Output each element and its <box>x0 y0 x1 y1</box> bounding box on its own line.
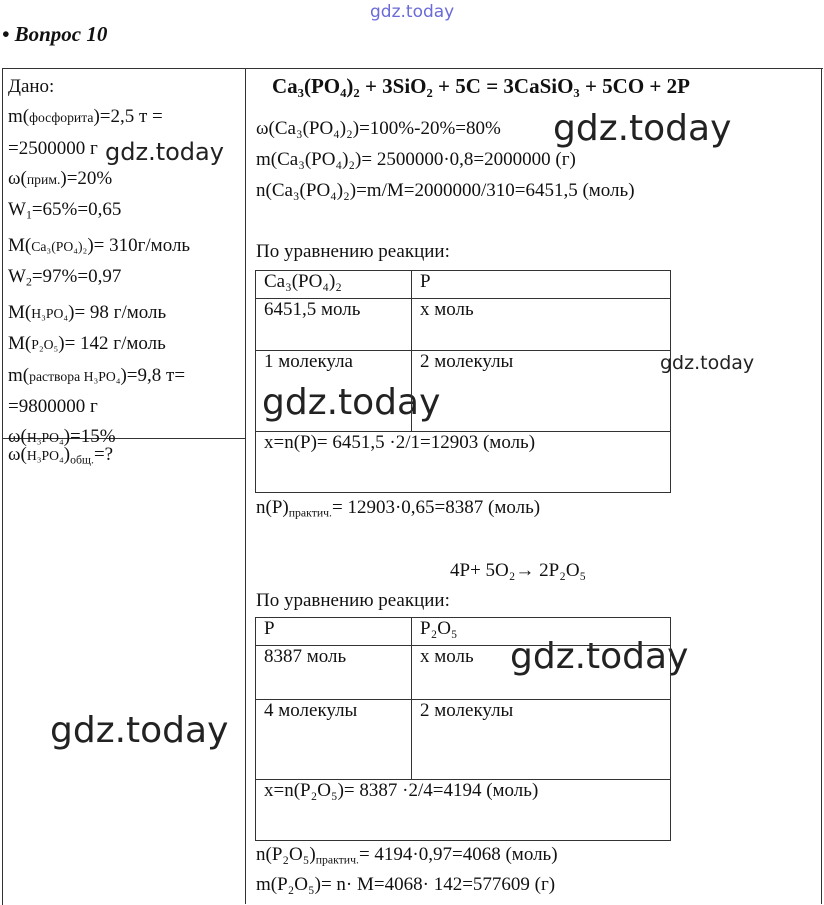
table-result: x=n(P)= 6451,5 ·2/1=12903 (моль) <box>256 432 671 493</box>
given-line: m(раствора H₃PO₄)=9,8 т= <box>8 364 186 386</box>
practical-p-line: $n(P)_{практич.}= 12903\cdot 0,65=8387$ (моль) <box>256 497 541 520</box>
given-line: M(P₂O₅)= 142 г/моль <box>8 333 166 355</box>
reaction-equation-1: Ca₃(PO₄)₂ + 3SiO₂ + 5C = 3CaSiO₃ + 5CO + 2P <box>272 74 690 98</box>
table-cell: P <box>256 618 412 646</box>
given-line: $W_2=97\%=0,97$ <box>8 266 122 289</box>
watermark: gdz.today <box>50 710 229 751</box>
calc-line-moles: n(Ca₃(PO₄)₂)=m/M=2000000/310=6451,5 (моль) <box>256 180 635 201</box>
ratio-table-2 <box>255 617 671 841</box>
given-block <box>8 72 242 454</box>
table-cell: 2 молекулы <box>412 700 671 780</box>
given-line: M(Ca₃(PO₄)₂)= 310г/моль <box>8 235 191 257</box>
table-cell: P₂O₅ <box>412 618 671 646</box>
watermark: gdz.today <box>262 382 441 423</box>
calc-line-omega: ω(Ca₃(PO₄)₂)=100%-20%=80% <box>256 118 501 139</box>
reaction-equation-2: 4P+ 5O₂→ 2P₂O₅ <box>450 560 587 581</box>
mass-p2o5-line: m(P₂O₅)= n· M=4068· 142=577609 (г) <box>256 874 556 895</box>
table-cell: 8387 моль <box>256 646 412 700</box>
given-line: $W_1=65\%=0,65$ <box>8 199 122 222</box>
given-line: =2500000 г <box>8 137 98 159</box>
table-cell: x моль <box>412 299 671 351</box>
question-title: • Вопрос 10 <box>2 22 108 46</box>
table-result: x=n(P₂O₅)= 8387 ·2/4=4194 (моль) <box>256 780 671 841</box>
given-line: ω(прим.)=20% <box>8 167 113 189</box>
table-cell: 1 молекула <box>256 351 412 432</box>
watermark: gdz.today <box>105 138 224 166</box>
given-line: ω(H₃PO₄)=15% <box>8 426 116 448</box>
watermark: gdz.today <box>510 636 689 677</box>
given-line: m(фосфорита)=2,5 т = <box>8 106 163 128</box>
given-header: Дано: <box>8 76 55 97</box>
ratio-table-1 <box>255 270 671 493</box>
table-cell: Ca₃(PO₄)₂ <box>256 271 412 299</box>
watermark-top: gdz.today <box>370 2 455 22</box>
table-cell: 4 молекулы <box>256 700 412 780</box>
given-line: M(H₃PO₄)= 98 г/моль <box>8 302 167 324</box>
table-cell: 2 молекулы <box>412 351 671 432</box>
watermark: gdz.today <box>660 352 755 374</box>
frame-right-border <box>821 68 822 904</box>
given-line: =9800000 г <box>8 396 98 418</box>
by-equation-label: По уравнению реакции: <box>256 241 450 262</box>
table-cell: 6451,5 моль <box>256 299 412 351</box>
watermark: gdz.today <box>553 108 732 149</box>
by-equation-label: По уравнению реакции: <box>256 590 450 611</box>
calc-line-mass: m(Ca₃(PO₄)₂)= 2500000·0,8=2000000 (г) <box>256 149 576 170</box>
find-line: $\omega(H_3PO_4)_{общ.}=$? <box>8 444 114 467</box>
practical-p2o5-line: $n(P_2O_5)_{практич.}= 4194\cdot 0,97=4068$ (моль) <box>256 844 558 867</box>
table-cell: x моль <box>412 646 671 700</box>
table-cell: P <box>412 271 671 299</box>
column-divider <box>245 68 246 904</box>
